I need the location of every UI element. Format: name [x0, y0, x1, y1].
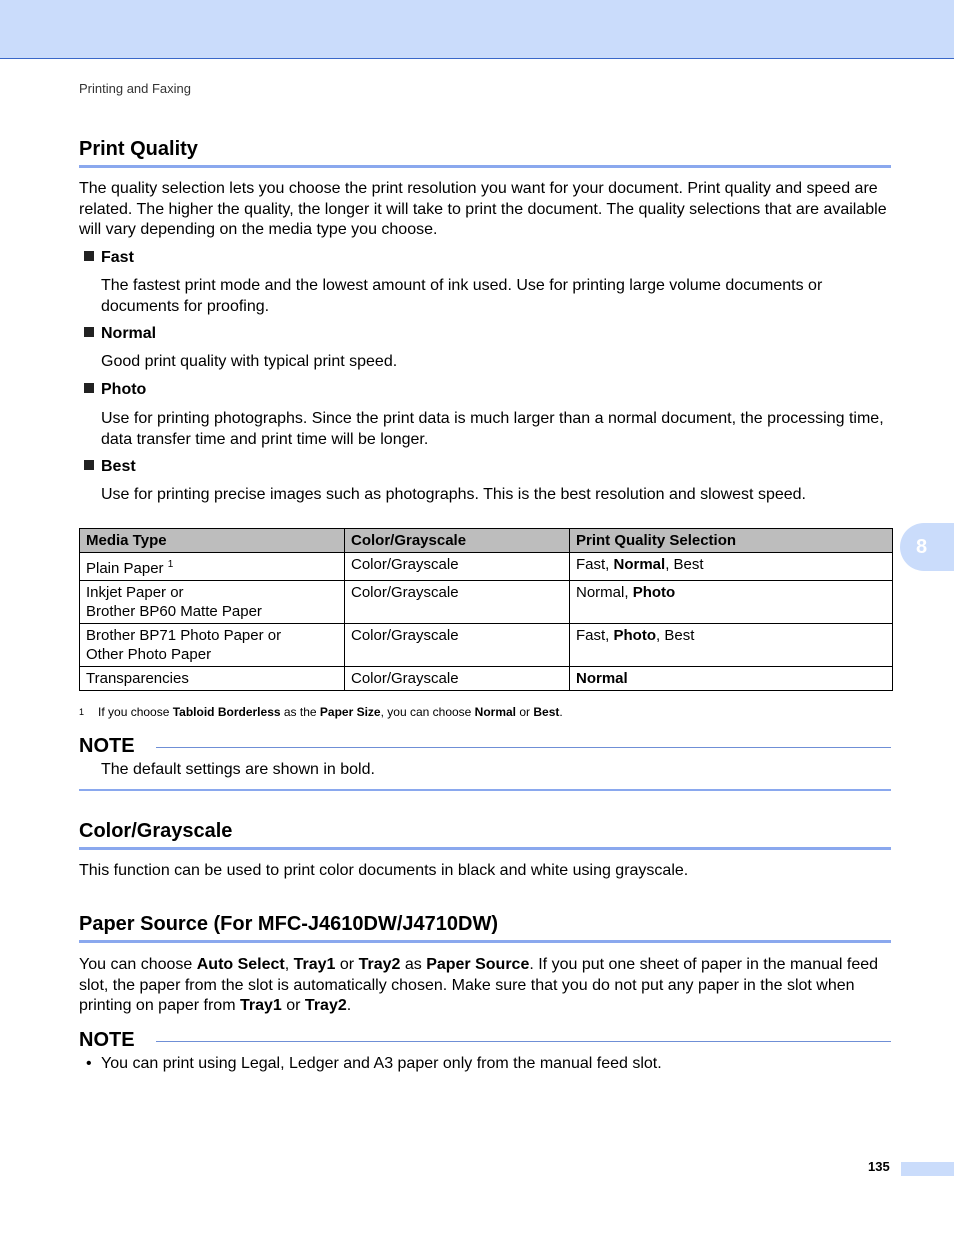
page-number-bar — [901, 1162, 954, 1176]
option-photo-heading: Photo — [84, 380, 146, 400]
table-cell: Color/Grayscale — [345, 581, 570, 624]
page-number: 135 — [868, 1159, 890, 1174]
option-normal-heading: Normal — [84, 324, 156, 344]
color-grayscale-text: This function can be used to print color documents in black and white using grayscale. — [79, 862, 689, 879]
table-cell: Color/Grayscale — [345, 624, 570, 667]
paper-source-text: You can choose Auto Select, Tray1 or Tray2 as Paper Source. If you put one sheet of paper in the manual feed slot, the paper from the slot is automatically chosen. Make sure that you do not put any paper in the slot when printing on paper from Tray1 or Tray2. — [79, 956, 879, 1014]
top-banner — [0, 0, 954, 59]
note-divider — [156, 1041, 891, 1042]
table-row — [80, 553, 893, 581]
table-row — [80, 624, 893, 667]
note-bullet-text: • You can print using Legal, Ledger and A3 paper only from the manual feed slot. — [86, 1055, 662, 1072]
square-bullet-icon — [84, 460, 94, 470]
print-quality-heading: Print Quality — [79, 137, 891, 168]
color-grayscale-heading: Color/Grayscale — [79, 819, 891, 850]
square-bullet-icon — [84, 327, 94, 337]
table-cell: Fast, Photo, Best — [570, 624, 893, 667]
option-fast-heading: Fast — [84, 248, 134, 268]
media-quality-table — [79, 528, 893, 691]
option-best-heading: Best — [84, 457, 136, 477]
note-title: NOTE — [79, 1029, 135, 1051]
table-cell: Normal — [570, 667, 893, 691]
table-row — [80, 667, 893, 691]
running-header: Printing and Faxing — [79, 81, 192, 96]
table-cell: Plain Paper $^1$ — [80, 553, 345, 581]
option-fast-text: The fastest print mode and the lowest amount of ink used. Use for printing large volume documents or documents for proofing. — [101, 277, 823, 315]
table-row — [80, 581, 893, 624]
option-photo-text: Use for printing photographs. Since the print data is much larger than a normal document, the processing time, data transfer time and print time will be longer. — [101, 410, 884, 448]
note-end-rule — [79, 789, 891, 791]
table-cell: Inkjet Paper or Brother BP60 Matte Paper — [80, 581, 345, 624]
square-bullet-icon — [84, 383, 94, 393]
table-cell: Brother BP71 Photo Paper or Other Photo Paper — [80, 624, 345, 667]
table-cell: Normal, Photo — [570, 581, 893, 624]
table-cell: Fast, Normal, Best — [570, 553, 893, 581]
print-quality-intro: The quality selection lets you choose the print resolution you want for your document. Print quality and speed are related. The higher the quality, the longer it will take to print the document. The quality selections that are available will vary depending on the media type you choose. — [79, 180, 887, 238]
table-header-row — [80, 529, 893, 553]
table-header-cell: Print Quality Selection — [570, 529, 893, 553]
note-text: The default settings are shown in bold. — [101, 761, 375, 778]
table-header-cell: Color/Grayscale — [345, 529, 570, 553]
option-best-text: Use for printing precise images such as photographs. This is the best resolution and slowest speed. — [101, 486, 806, 503]
note-title: NOTE — [79, 735, 135, 757]
table-cell: Color/Grayscale — [345, 667, 570, 691]
table-cell: Color/Grayscale — [345, 553, 570, 581]
chapter-tab: 8 — [900, 523, 954, 571]
table-footnote: $^1$ If you choose Tabloid Borderless as the Paper Size, you can choose Normal or Best. — [79, 705, 563, 719]
option-normal-text: Good print quality with typical print speed. — [101, 353, 398, 370]
paper-source-heading: Paper Source (For MFC-J4610DW/J4710DW) — [79, 912, 891, 943]
table-header-cell: Media Type — [80, 529, 345, 553]
square-bullet-icon — [84, 251, 94, 261]
note-divider — [156, 747, 891, 748]
table-cell: Transparencies — [80, 667, 345, 691]
